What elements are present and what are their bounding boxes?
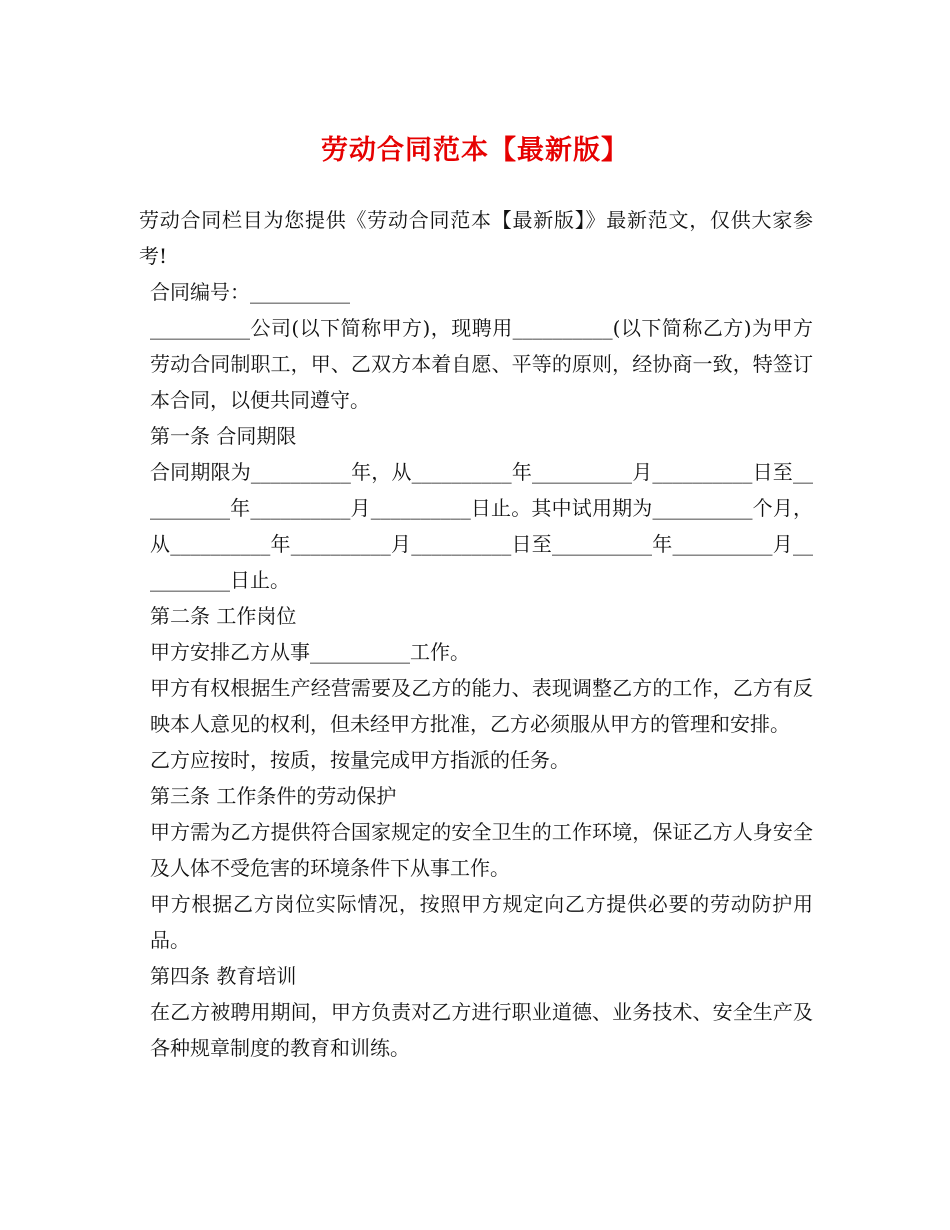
article-2-paragraph-1: 甲方安排乙方从事__________工作。 — [150, 640, 470, 664]
contract-number-line: 合同编号：__________ — [150, 280, 350, 304]
document-title: 劳动合同范本【最新版】 — [321, 135, 629, 166]
intro-paragraph: 劳动合同栏目为您提供《劳动合同范本【最新版】》最新范文，仅供大家参考! — [139, 208, 813, 268]
article-2-paragraph-3: 乙方应按时，按质，按量完成甲方指派的任务。 — [150, 748, 570, 772]
article-1-paragraph: 合同期限为__________年，从__________年__________月__________日至__________年__________月__________日止。其中试用期为__________个月，从__________年__________月__________日至__________年__________月__________日止。 — [150, 460, 813, 592]
article-3-heading: 第三条 工作条件的劳动保护 — [150, 784, 397, 808]
article-3-paragraph-1: 甲方需为乙方提供符合国家规定的安全卫生的工作环境，保证乙方人身安全及人体不受危害的环境条件下从事工作。 — [150, 820, 813, 880]
article-1-heading: 第一条 合同期限 — [150, 424, 297, 448]
article-2-paragraph-2: 甲方有权根据生产经营需要及乙方的能力、表现调整乙方的工作，乙方有反映本人意见的权利，但未经甲方批准，乙方必须服从甲方的管理和安排。 — [150, 676, 813, 736]
document-body — [139, 202, 813, 1066]
article-4-heading: 第四条 教育培训 — [150, 964, 297, 988]
article-3-paragraph-2: 甲方根据乙方岗位实际情况，按照甲方规定向乙方提供必要的劳动防护用品。 — [150, 892, 813, 952]
article-2-heading: 第二条 工作岗位 — [150, 604, 297, 628]
parties-paragraph: __________公司(以下简称甲方)，现聘用__________(以下简称乙方)为甲方劳动合同制职工，甲、乙双方本着自愿、平等的原则，经协商一致，特签订本合同，以便共同遵守。 — [150, 316, 813, 412]
article-4-paragraph: 在乙方被聘用期间，甲方负责对乙方进行职业道德、业务技术、安全生产及各种规章制度的教育和训练。 — [150, 1000, 813, 1060]
